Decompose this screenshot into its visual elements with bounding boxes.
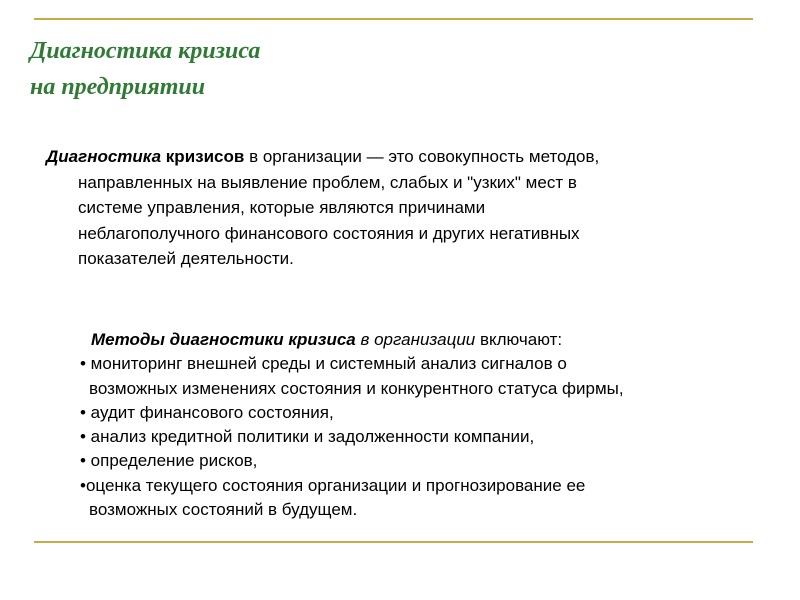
definition-line-5: показателей деятельности. — [78, 249, 294, 268]
definition-line-2: направленных на выявление проблем, слабых и "узких" мест в — [78, 172, 577, 192]
methods-heading-bold: Методы диагностики кризиса — [91, 330, 356, 349]
title-line-2: на предприятии — [30, 74, 206, 100]
definition-term-italic: Диагностика — [46, 147, 162, 166]
methods-heading-italic: в организации — [355, 330, 476, 349]
methods-item-5: •оценка текущего состояния организации и прогнозирование ее — [80, 475, 586, 495]
definition-line-1-text: в организации — это совокупность методов, — [244, 147, 600, 166]
definition-line-4: неблагополучного финансового состояния и других негативных — [78, 223, 580, 243]
definition-line-3: системе управления, которые являются причинами — [78, 198, 486, 217]
definition-paragraph — [46, 144, 746, 272]
top-divider — [34, 18, 753, 20]
methods-item-5-continuation: возможных состояний в будущем. — [89, 500, 358, 520]
methods-item-1-continuation: возможных изменениях состояния и конкурентного статуса фирмы, — [89, 378, 624, 398]
definition-term-bold: кризисов — [161, 147, 245, 166]
methods-item-3: • анализ кредитной политики и задолженности компании, — [80, 427, 535, 447]
methods-item-1: • мониторинг внешней среды и системный анализ сигналов о — [80, 354, 567, 374]
methods-block — [80, 328, 760, 522]
methods-item-2: • аудит финансового состояния, — [80, 402, 334, 422]
definition-line-1 — [46, 144, 746, 170]
methods-heading-text: включают: — [475, 330, 563, 349]
slide-title — [30, 33, 260, 105]
methods-item-4: • определение рисков, — [80, 451, 258, 471]
bottom-divider — [34, 541, 753, 543]
methods-heading — [80, 328, 760, 352]
title-line-1: Диагностика кризиса — [30, 38, 261, 64]
